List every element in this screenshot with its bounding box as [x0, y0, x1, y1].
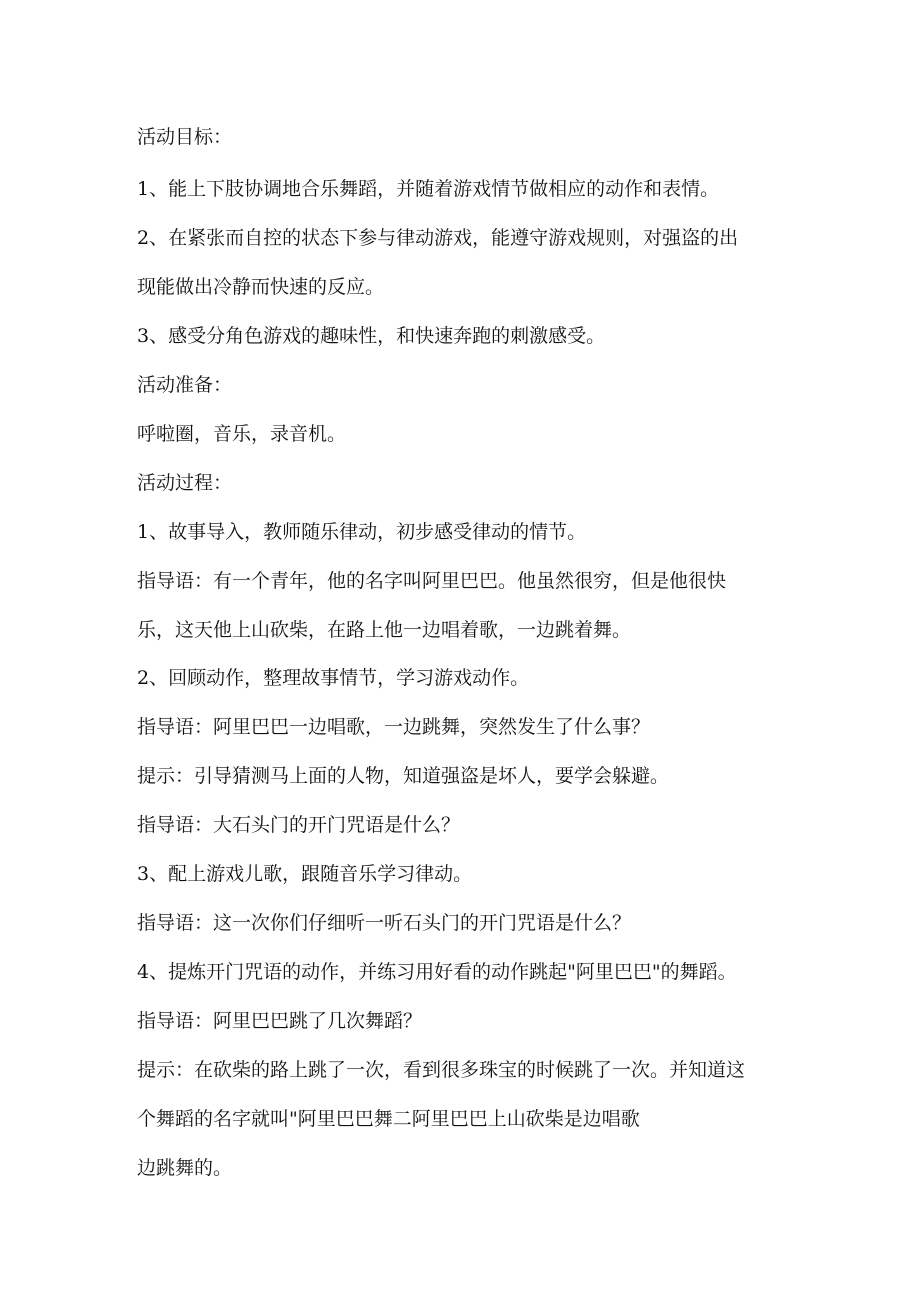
goal-item-2-continued: 现能做出冷静而快速的反应。: [137, 276, 385, 298]
hint-text-2-end: 边跳舞的。: [137, 1157, 233, 1179]
hint-text-2: 提示：在砍柴的路上跳了一次，看到很多珠宝的时候跳了一次。并知道这: [137, 1059, 746, 1081]
process-step-4: 4、提炼开门咒语的动作，并练习用好看的动作跳起"阿里巴巴"的舞蹈。: [137, 961, 737, 983]
section-heading-process: 活动过程：: [137, 472, 233, 494]
guide-text-1-continued: 乐，这天他上山砍柴，在路上他一边唱着歌，一边跳着舞。: [137, 619, 632, 641]
process-step-3: 3、配上游戏儿歌，跟随音乐学习律动。: [137, 863, 473, 885]
preparation-materials: 呼啦圈，音乐，录音机。: [137, 423, 347, 445]
guide-text-2: 指导语：阿里巴巴一边唱歌，一边跳舞，突然发生了什么事？: [137, 716, 651, 738]
goal-item-3: 3、感受分角色游戏的趣味性，和快速奔跑的刺激感受。: [137, 325, 606, 347]
section-heading-preparation: 活动准备：: [137, 374, 233, 396]
guide-text-5: 指导语：阿里巴巴跳了几次舞蹈？: [137, 1010, 423, 1032]
hint-text-1: 提示：引导猜测马上面的人物，知道强盗是坏人，要学会躲避。: [137, 765, 670, 787]
goal-item-2: 2、在紧张而自控的状态下参与律动游戏，能遵守游戏规则，对强盗的出: [137, 227, 739, 249]
guide-text-1: 指导语：有一个青年，他的名字叫阿里巴巴。他虽然很穷，但是他很快: [137, 570, 727, 592]
goal-item-1: 1、能上下肢协调地合乐舞蹈，并随着游戏情节做相应的动作和表情。: [137, 178, 720, 200]
hint-text-2-continued: 个舞蹈的名字就叫"阿里巴巴舞二阿里巴巴上山砍柴是边唱歌: [137, 1108, 640, 1130]
process-step-2: 2、回顾动作，整理故事情节，学习游戏动作。: [137, 667, 530, 689]
guide-text-3: 指导语：大石头门的开门咒语是什么？: [137, 814, 461, 836]
section-heading-goals: 活动目标：: [137, 126, 233, 148]
process-step-1: 1、故事导入，教师随乐律动，初步感受律动的情节。: [137, 521, 587, 543]
guide-text-4: 指导语：这一次你们仔细听一听石头门的开门咒语是什么？: [137, 912, 632, 934]
